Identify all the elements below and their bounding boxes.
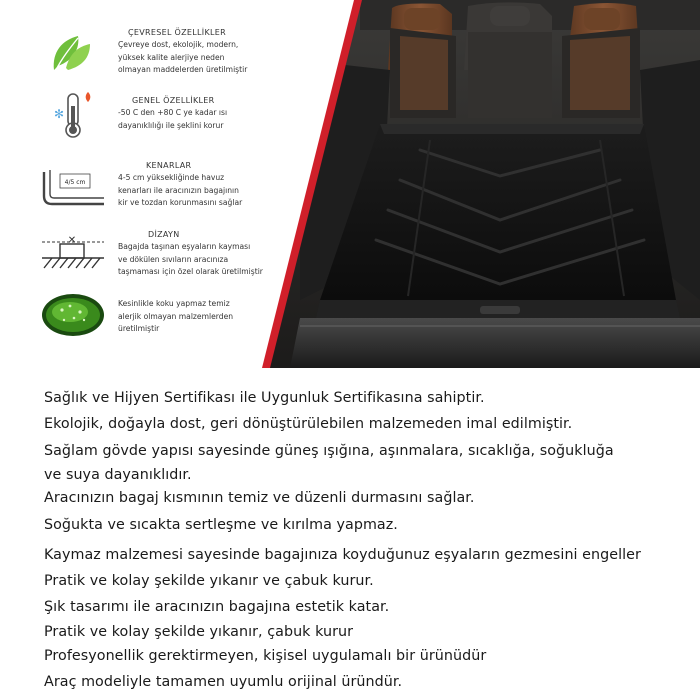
description-line: Profesyonellik gerektirmeyen, kişisel uygulamalı bir ürünüdür: [44, 648, 487, 664]
description-line: Kaymaz malzemesi sayesinde bagajınıza koyduğunuz eşyaların gezmesini engeller: [44, 547, 641, 563]
feature-desc-material: Kesinlikle koku yapmaz temiz alerjik olmayan malzemlerden üretilmiştir: [118, 299, 234, 334]
description-line: Ekolojik, doğayla dost, geri dönüştürülebilen malzemeden imal edilmiştir.: [44, 416, 573, 432]
feature-desc-general: -50 C den +80 C ye kadar ısı dayanıklılığı ile şeklini korur: [118, 108, 228, 130]
svg-text:✻: ✻: [54, 107, 65, 121]
thermometer-icon: [48, 88, 100, 140]
feature-title-general: GENEL ÖZELLİKLER: [132, 96, 215, 105]
feature-title-edges: KENARLAR: [146, 161, 192, 170]
feature-desc-edges: 4-5 cm yüksekliğinde havuz kenarları ile aracınızın bagajının kir ve tozdan korunmasını sağlar: [118, 173, 243, 208]
tray-edge-label: 4/5 cm: [64, 179, 86, 186]
description-line: Pratik ve kolay şekilde yıkanır ve çabuk kurur.: [44, 573, 374, 589]
description-line: Şık tasarımı ile aracınızın bagajına estetik katar.: [44, 599, 390, 615]
description-line: ve suya dayanıklıdır.: [44, 467, 192, 483]
feature-title-design: DİZAYN: [148, 230, 180, 239]
material-sample-icon: [40, 292, 106, 338]
description-line: Sağlam gövde yapısı sayesinde güneş ışığına, aşınmalara, sıcaklığa, soğukluğa: [44, 443, 614, 459]
leaf-icon: [48, 30, 94, 74]
description-line: Sağlık ve Hijyen Sertifikası ile Uygunluk Sertifikasına sahiptir.: [44, 390, 485, 406]
tray-edge-icon: [40, 166, 108, 210]
description-line: Soğukta ve sıcakta sertleşme ve kırılma yapmaz.: [44, 517, 398, 533]
feature-title-environment: ÇEVRESEL ÖZELLİKLER: [128, 28, 226, 37]
description-line: Araç modeliyle tamamen uyumlu orijinal üründür.: [44, 674, 403, 690]
anti-slip-icon: [38, 234, 108, 272]
description-line: Pratik ve kolay şekilde yıkanır, çabuk kurur: [44, 624, 354, 640]
feature-desc-environment: Çevreye dost, ekolojik, modern, yüksek kalite alerjiye neden olmayan maddelerden üretilmiştir: [118, 40, 248, 75]
svg-text:✕: ✕: [67, 235, 77, 246]
feature-desc-design: Bagajda taşınan eşyaların kayması ve dökülen sıvıların aracınıza taşmaması için özel olarak üretilmiştir: [118, 242, 263, 277]
description-line: Aracınızın bagaj kısmının temiz ve düzenli durmasını sağlar.: [44, 490, 475, 506]
